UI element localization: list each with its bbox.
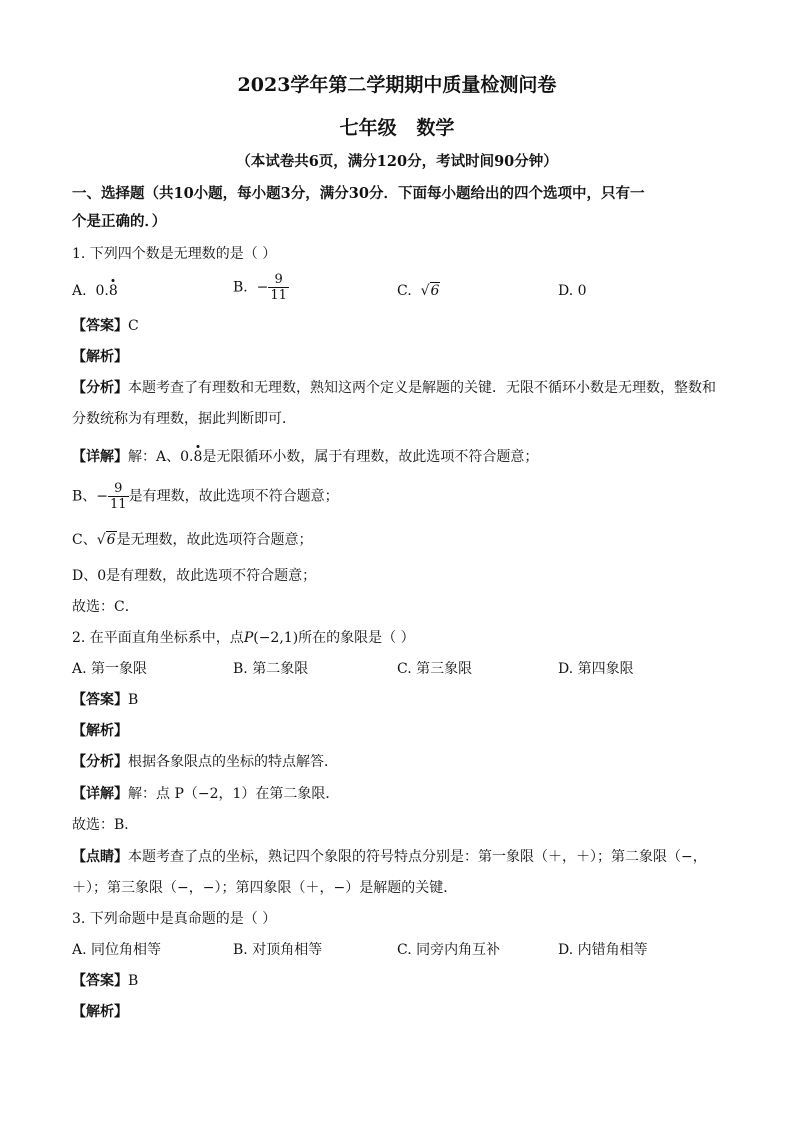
q2-stem-pre: 2. 在平面直角坐标系中，点 xyxy=(72,630,244,646)
answer-tag: 【答案】 xyxy=(72,318,128,334)
answer-tag: 【答案】 xyxy=(72,973,128,989)
q1-fenxi-line1 xyxy=(72,378,716,398)
xj-b-pre: B、 xyxy=(72,488,97,505)
section-heading-line2: 个是正确的．） xyxy=(72,213,167,230)
xj-c-post: 是无理数，故此选项符合题意； xyxy=(116,532,313,548)
xj-b-denominator: 11 xyxy=(110,497,127,512)
dianjing-tag: 【点睛】 xyxy=(72,849,128,865)
xiangjie-tag: 【详解】 xyxy=(72,449,128,465)
xj-a-repeating-digit: 8 xyxy=(193,449,203,465)
q1-option-b-sign: − xyxy=(256,279,269,296)
exam-note: （本试卷共6页，满分120分，考试时间90分钟） xyxy=(236,153,558,170)
q3-option-b: B. 对顶角相等 xyxy=(233,942,323,958)
q1-xiangjie-d: D、0是有理数，故此选项不符合题意； xyxy=(72,568,317,584)
xiangjie-tag: 【详解】 xyxy=(72,786,128,802)
q1-option-c-sqrt: √6 xyxy=(420,283,440,299)
xj-b-post: 是有理数，故此选项不符合题意； xyxy=(128,488,339,505)
q1-choose: 故选：C． xyxy=(72,599,139,615)
dianjing-text: 本题考查了点的坐标，熟记四个象限的符号特点分别是：第一象限（＋，＋）；第二象限（−， xyxy=(128,849,707,865)
q1-option-a xyxy=(72,281,118,301)
q2-option-b: B. 第二象限 xyxy=(233,661,309,677)
q1-option-b xyxy=(233,272,289,303)
q3-analysis-tag: 【解析】 xyxy=(72,1004,128,1020)
q2-answer xyxy=(72,690,138,710)
xj-a-post: 是无限循环小数，属于有理数，故此选项不符合题意； xyxy=(202,449,539,465)
xj-b-sign: − xyxy=(96,488,109,505)
q1-option-b-denominator: 11 xyxy=(270,288,287,303)
q1-stem: 1. 下列四个数是无理数的是（ ） xyxy=(72,246,277,262)
q1-option-a-label: A. xyxy=(72,283,87,299)
xj-b-fraction xyxy=(108,481,129,512)
xj-a-int: 0. xyxy=(180,449,194,465)
q1-answer xyxy=(72,316,139,336)
page-title: 2023学年第二学期期中质量检测问卷 xyxy=(237,74,557,96)
q3-answer xyxy=(72,971,138,991)
q2-point-coord: (−2,1) xyxy=(253,630,299,646)
xj-c-pre: C、 xyxy=(72,532,97,548)
answer-tag: 【答案】 xyxy=(72,692,128,708)
q1-option-b-fraction xyxy=(268,272,289,303)
xj-c-sqrt: √6 xyxy=(96,532,116,548)
q2-point-name: P xyxy=(243,630,254,646)
q2-option-c: C. 第三象限 xyxy=(397,661,473,677)
q1-xiangjie-a xyxy=(72,447,538,467)
q2-dianjing-line1 xyxy=(72,847,707,867)
q2-analysis-tag: 【解析】 xyxy=(72,723,128,739)
answer-value: B xyxy=(128,692,139,708)
q2-stem xyxy=(72,628,415,648)
q2-option-d: D. 第四象限 xyxy=(558,661,634,677)
xj-c-radicand: 6 xyxy=(106,532,116,548)
q2-dianjing-line2: ＋）；第三象限（−，−）；第四象限（＋，−）是解题的关键． xyxy=(72,880,458,896)
q2-choose: 故选：B． xyxy=(72,817,139,833)
q3-option-d: D. 内错角相等 xyxy=(558,942,648,958)
q3-option-a: A. 同位角相等 xyxy=(72,942,162,958)
section-heading-line1: 一、选择题（共10小题，每小题3分，满分30分．下面每小题给出的四个选项中，只有一 xyxy=(72,185,645,202)
q1-xiangjie-c xyxy=(72,530,313,550)
q2-option-a: A. 第一象限 xyxy=(72,661,148,677)
xiangjie-text: 解：点 P（−2，1）在第二象限． xyxy=(128,786,340,802)
q1-option-c-radicand: 6 xyxy=(430,283,440,299)
q1-option-c xyxy=(397,281,440,301)
fenxi-text: 本题考查了有理数和无理数，熟知这两个定义是解题的关键．无限不循环小数是无理数，整数和 xyxy=(128,380,716,396)
q2-fenxi xyxy=(72,752,338,772)
xj-b-numerator: 9 xyxy=(108,481,129,497)
answer-value: B xyxy=(128,973,139,989)
answer-value: C xyxy=(128,318,139,334)
q1-option-b-label: B. xyxy=(233,279,248,296)
q1-option-c-label: C. xyxy=(397,283,412,299)
q2-xiangjie xyxy=(72,784,339,804)
q1-option-b-numerator: 9 xyxy=(268,272,289,288)
q1-analysis-tag: 【解析】 xyxy=(72,349,128,365)
q1-fenxi-line2: 分数统称为有理数，据此判断即可． xyxy=(72,411,296,427)
q1-xiangjie-b xyxy=(72,481,339,512)
fenxi-tag: 【分析】 xyxy=(72,754,128,770)
xj-a-pre: 解：A、 xyxy=(128,449,181,465)
q1-option-d: D. 0 xyxy=(558,283,587,299)
fenxi-tag: 【分析】 xyxy=(72,380,128,396)
q3-stem: 3. 下列命题中是真命题的是（ ） xyxy=(72,911,277,927)
q2-stem-post: 所在的象限是（ ） xyxy=(298,630,415,646)
q1-option-a-int: 0. xyxy=(95,283,109,299)
fenxi-text: 根据各象限点的坐标的特点解答． xyxy=(128,754,338,770)
q3-option-c: C. 同旁内角互补 xyxy=(397,942,501,958)
q1-option-a-repeating-digit: 8 xyxy=(108,283,118,299)
page-subtitle: 七年级 数学 xyxy=(339,117,455,139)
